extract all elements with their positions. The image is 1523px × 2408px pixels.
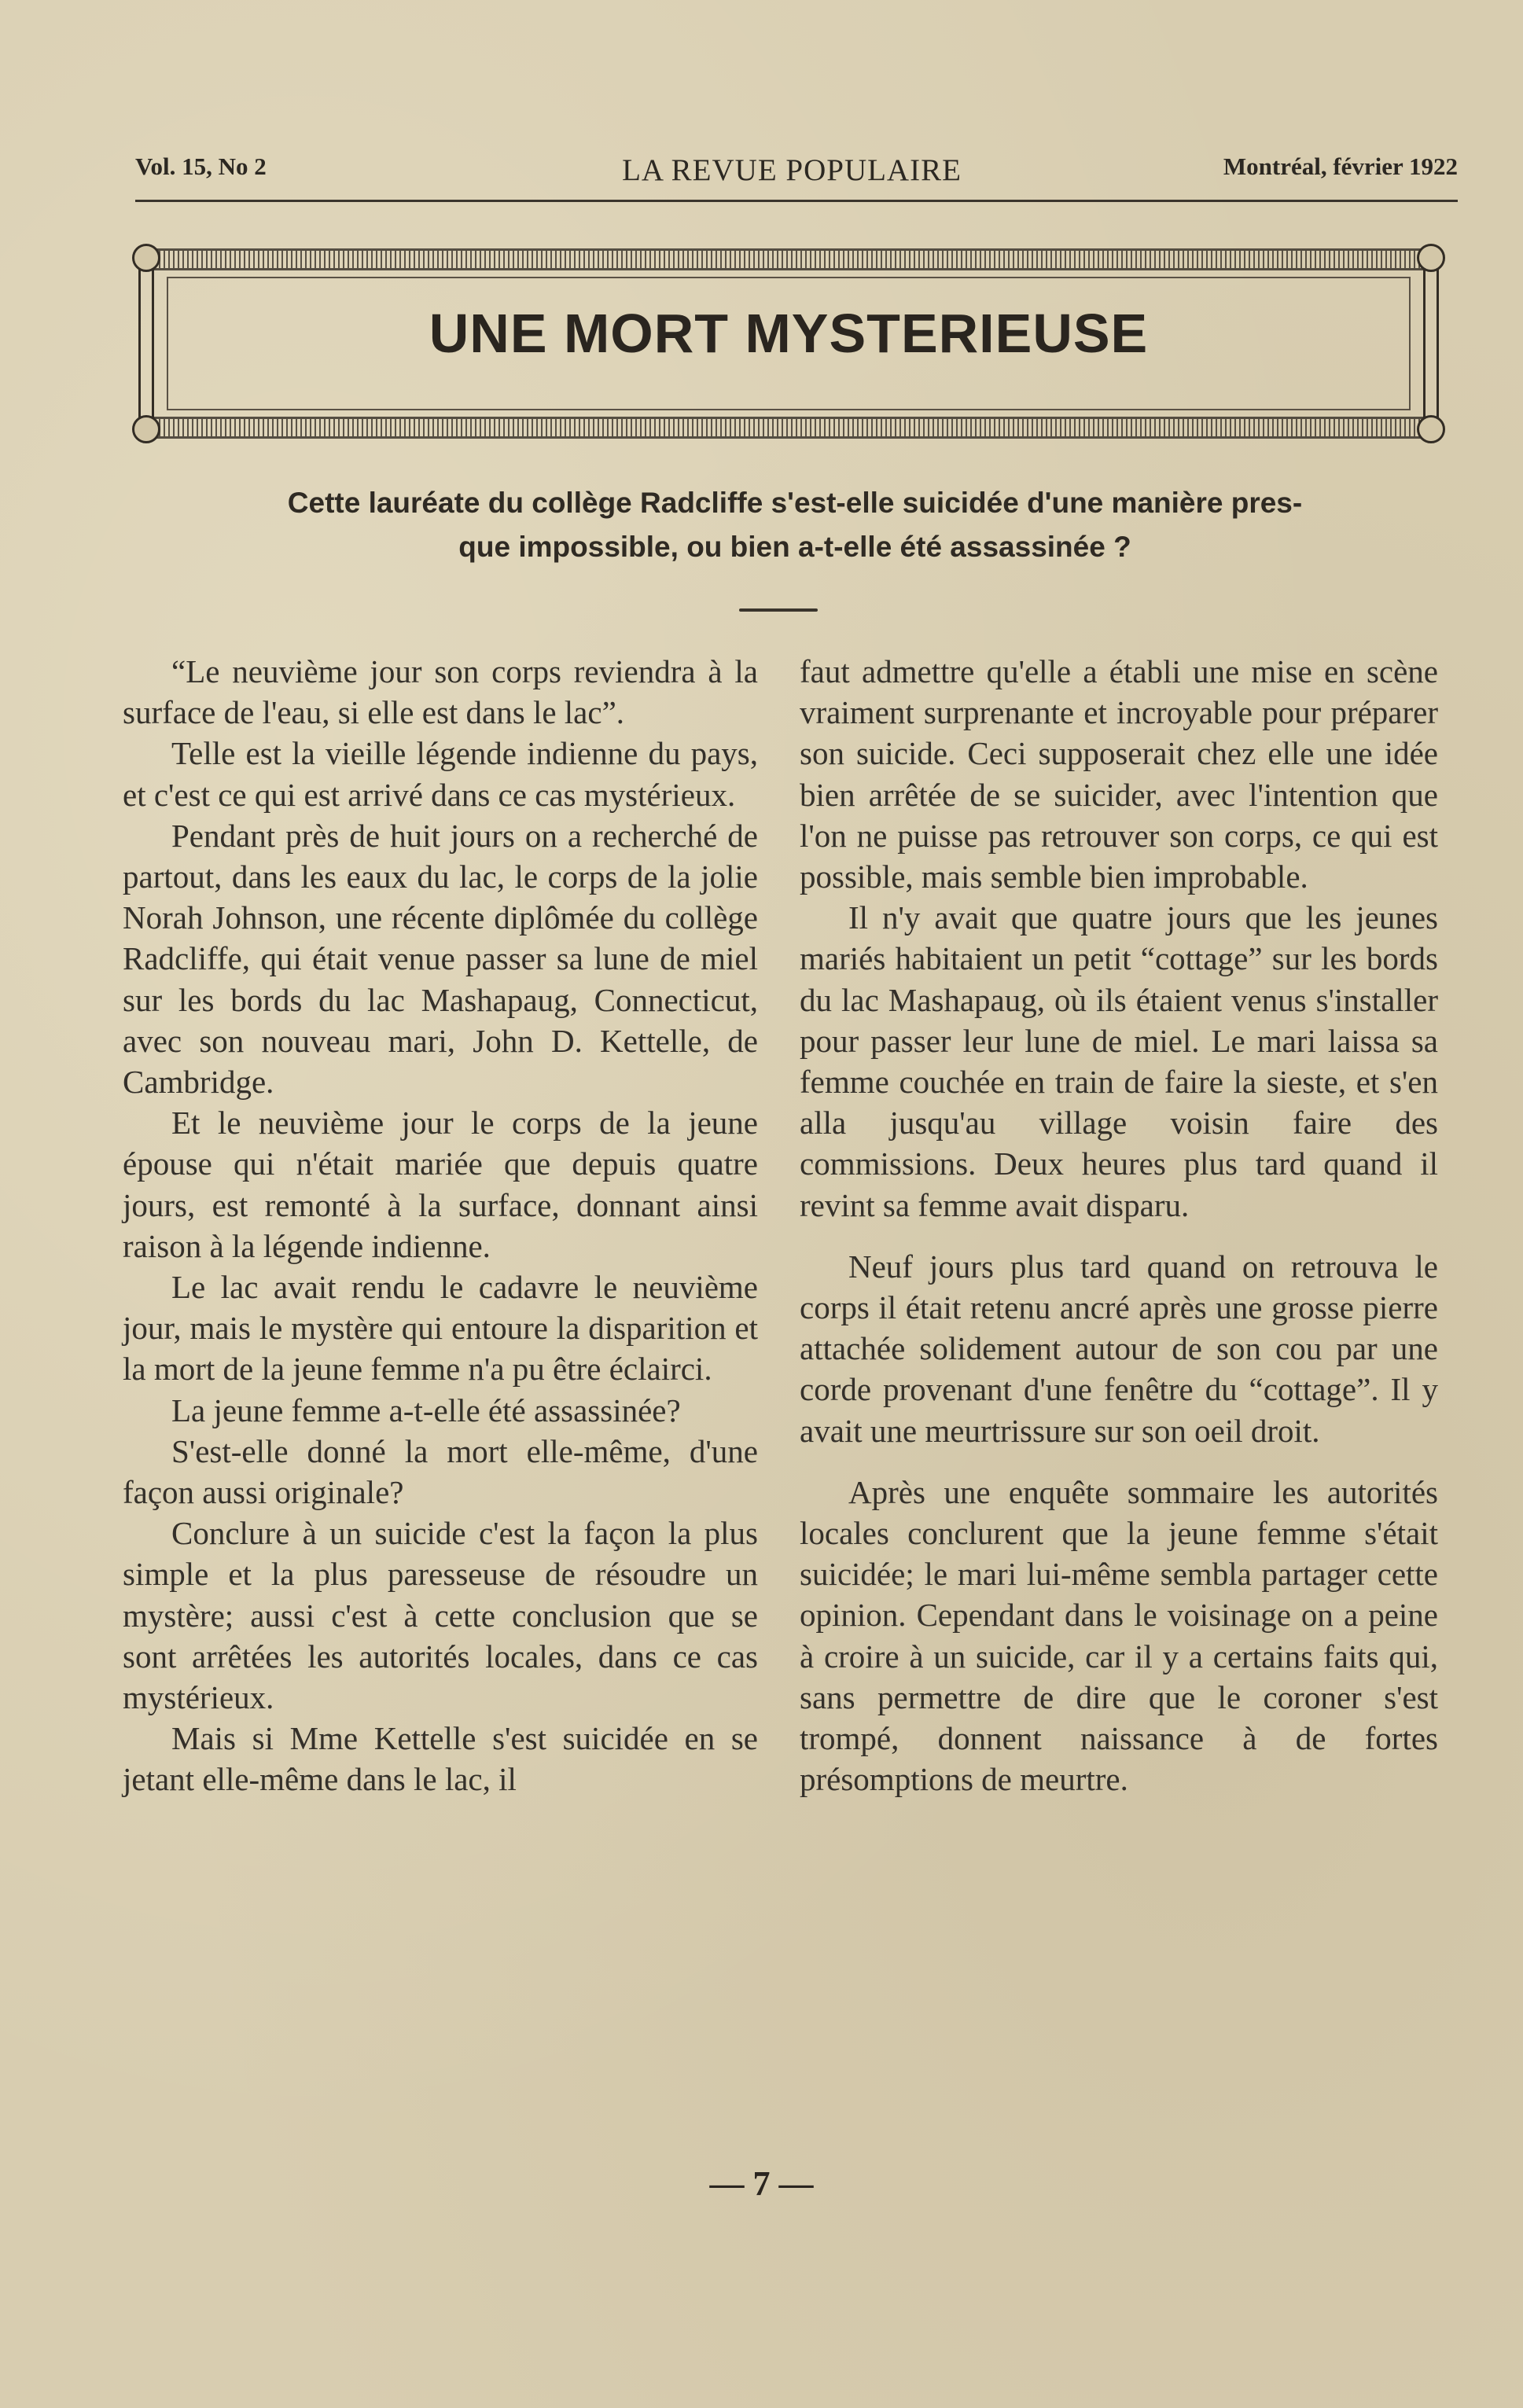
- frame-band-top: [149, 248, 1428, 270]
- paragraph: Le lac avait rendu le cadavre le neuvième jour, mais le mystère qui entoure la disparition et la mort de la jeune femme n'a pu être éclairci.: [123, 1269, 758, 1388]
- paragraph-continued: faut admettre qu'elle a établi une mise en scène vraiment surprenante et incroyable pour préparer son suicide. Ceci supposerait chez elle une idée bien arrêtée de se suicider, avec l'intention que l'on ne puisse pas retrouver son corps, ce qui est possible, mais semble bien improbable.: [800, 653, 1438, 895]
- subtitle-line: que impossible, ou bien a-t-elle été assassinée ?: [458, 531, 1131, 563]
- paragraph: “Le neuvième jour son corps reviendra à la surface de l'eau, si elle est dans le lac”.: [123, 653, 758, 731]
- article-title: UNE MORT MYSTERIEUSE: [429, 303, 1149, 364]
- place-and-date: Montréal, février 1922: [1223, 153, 1458, 180]
- paragraph: Pendant près de huit jours on a recherché de partout, dans les eaux du lac, le corps de la jolie Norah Johnson, une récente diplômée du collège Radcliffe, qui était venue passer sa lune de miel sur les bords du lac Mashapaug, Connecticut, avec son nouveau mari, John D. Kettelle, de Cambridge.: [123, 817, 758, 1101]
- title-frame: [135, 248, 1442, 439]
- paragraph: Neuf jours plus tard quand on retrouva le corps il était retenu ancré après une grosse pierre attachée solidement autour de son cou par une corde provenant d'une fenêtre du “cottage”. Il y avait une meurtrissure sur son oeil droit.: [800, 1248, 1438, 1449]
- left-column: [123, 651, 758, 1800]
- frame-corner-ornament: [1417, 415, 1445, 443]
- subtitle-ornament: [739, 608, 818, 612]
- page-number: — 7 —: [709, 2164, 814, 2203]
- paragraph: Mais si Mme Kettelle s'est suicidée en se jetant elle-même dans le lac, il: [123, 1720, 758, 1798]
- frame-band-bottom: [149, 417, 1428, 439]
- subtitle-line: Cette lauréate du collège Radcliffe s'est-elle suicidée d'une manière pres-: [287, 487, 1303, 519]
- frame-corner-ornament: [1417, 244, 1445, 272]
- running-header: [135, 149, 1458, 197]
- article-subtitle: [142, 481, 1448, 569]
- paragraph: Après une enquête sommaire les autorités locales conclurent que la jeune femme s'était suicidée; le mari lui-même sembla partager cette opinion. Cependant dans le voisinage on a peine à croire à un suicide, car il y a certains faits qui, sans permettre de dire que le coroner s'est trompé, donnent naissance à de fortes présomptions de meurtre.: [800, 1473, 1438, 1798]
- paragraph: Conclure à un suicide c'est la façon la plus simple et la plus paresseuse de résoudre un mystère; aussi c'est à cette conclusion que se sont arrêtées les autorités locales, dans ce cas mystérieux.: [123, 1515, 758, 1716]
- frame-corner-ornament: [132, 244, 160, 272]
- paragraph: Telle est la vieille légende indienne du pays, et c'est ce qui est arrivé dans ce cas mystérieux.: [123, 735, 758, 813]
- paragraph: S'est-elle donné la mort elle-même, d'une façon aussi originale?: [123, 1432, 758, 1511]
- paragraph: La jeune femme a-t-elle été assassinée?: [171, 1391, 681, 1428]
- publication-name: LA REVUE POPULAIRE: [622, 153, 962, 187]
- volume-number: Vol. 15, No 2: [135, 153, 267, 180]
- header-rule: [135, 200, 1458, 202]
- right-column: [800, 651, 1438, 1800]
- paragraph: Et le neuvième jour le corps de la jeune épouse qui n'était mariée que depuis quatre jours, est remonté à la surface, donnant ainsi raison à la légende indienne.: [123, 1105, 758, 1264]
- frame-corner-ornament: [132, 415, 160, 443]
- paragraph: Il n'y avait que quatre jours que les jeunes mariés habitaient un petit “cottage” sur les bords du lac Mashapaug, où ils étaient venus s'installer pour passer leur lune de miel. Le mari laissa sa femme couchée en train de faire la sieste, et s'en alla jusqu'au village voisin faire des commissions. Deux heures plus tard quand il revint sa femme avait disparu.: [800, 899, 1438, 1223]
